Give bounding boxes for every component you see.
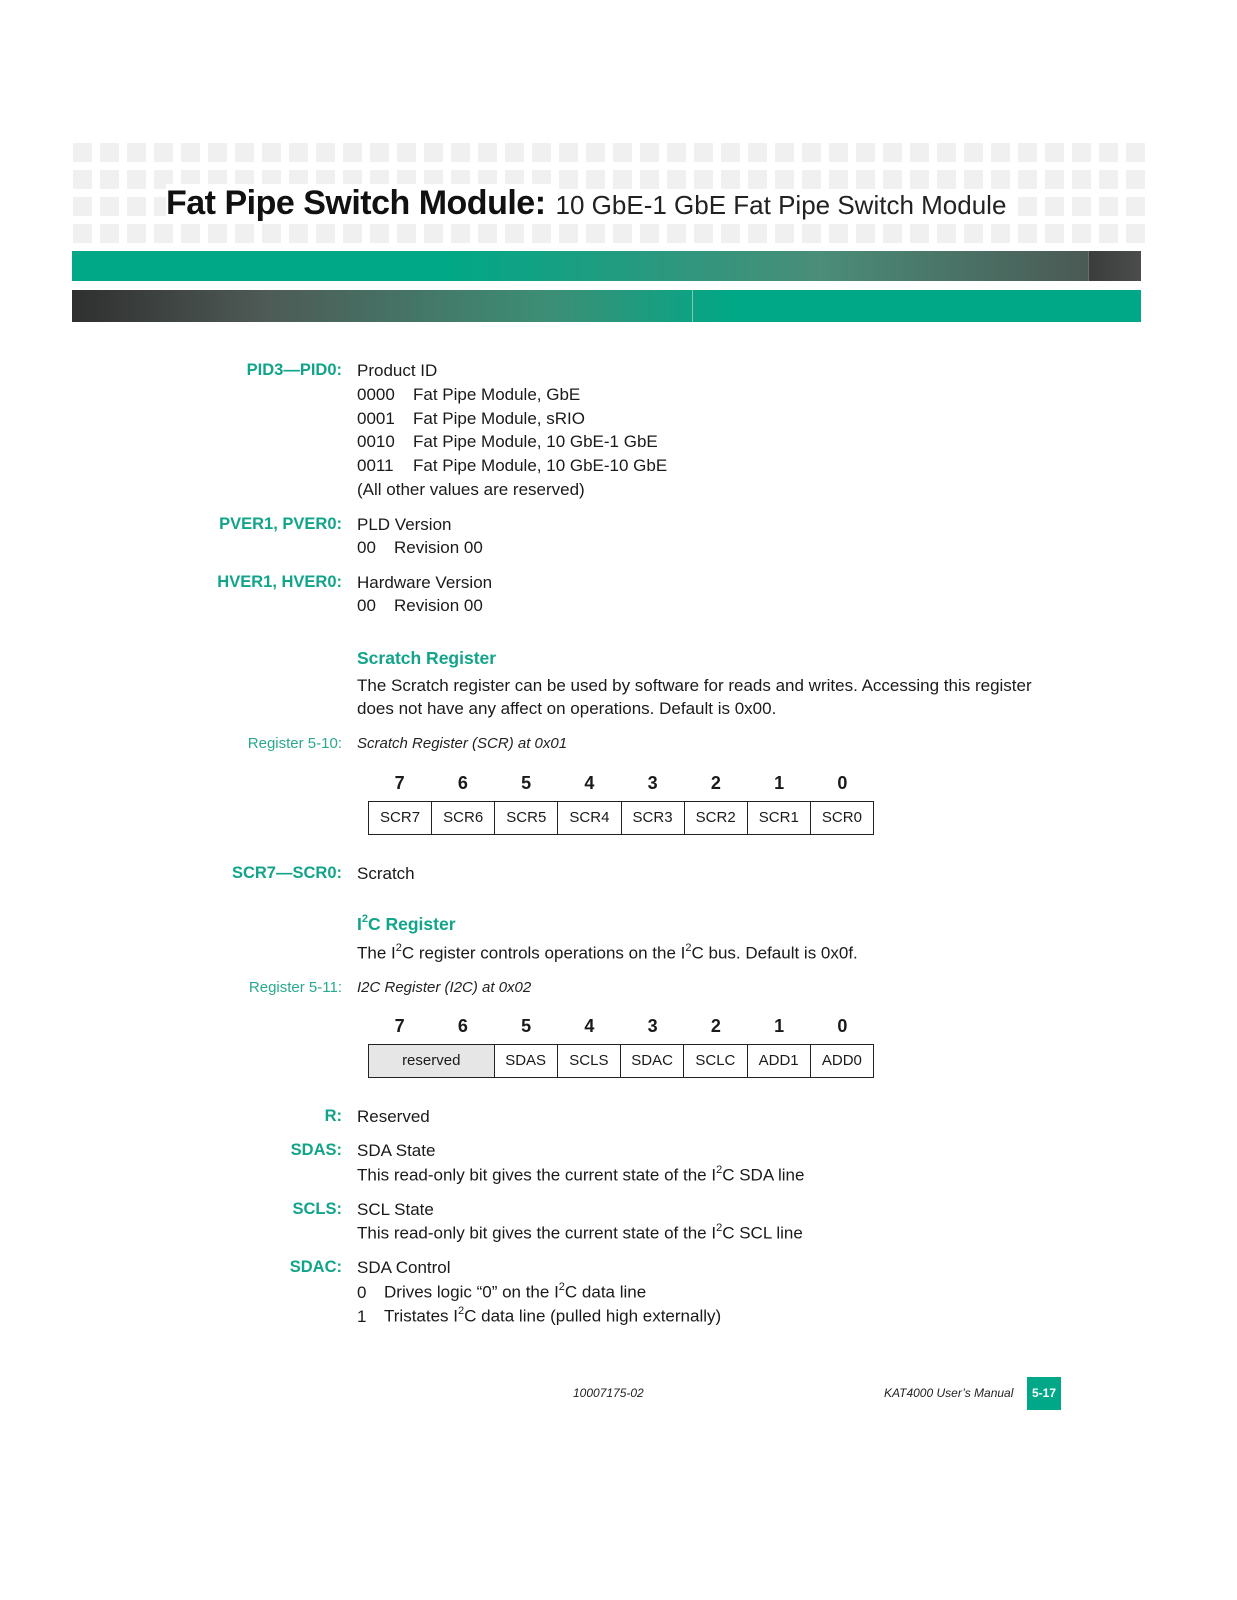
pver-row [357, 538, 483, 558]
i2c-register-table [368, 1044, 874, 1078]
footer-page-number: 5-17 [1027, 1377, 1061, 1410]
bit-number: 7 [394, 773, 405, 793]
bit-number: 4 [584, 773, 595, 793]
scratch-bit-numbers [368, 773, 874, 795]
text-run: Drives logic “0” on the I [384, 1282, 559, 1302]
register-cell-reserved: reserved [369, 1045, 495, 1077]
text-run: The I [357, 943, 396, 963]
pid-code: 0000 [357, 385, 395, 404]
field-label-scls: SCLS: [292, 1200, 342, 1218]
bit-number: 0 [837, 773, 848, 793]
field-label-scr: SCR7—SCR0: [231, 864, 342, 882]
field-title-pid: Product ID [357, 361, 438, 380]
field-label-sdas: SDAS: [290, 1141, 342, 1159]
text-run: This read-only bit gives the current state of the I [357, 1223, 717, 1243]
pid-row [357, 456, 667, 476]
field-desc-scls [357, 1223, 803, 1244]
field-label-hver: HVER1, HVER0: [217, 573, 342, 591]
register-cell: SCR5 [495, 802, 558, 834]
field-desc-r: Reserved [357, 1107, 430, 1126]
register-cell: ADD1 [748, 1045, 811, 1077]
register-cell: SDAC [621, 1045, 684, 1077]
bit-number: 5 [521, 773, 532, 793]
register-label-5-10: Register 5-10: [247, 735, 342, 752]
register-caption-5-10: Scratch Register (SCR) at 0x01 [357, 735, 568, 752]
scratch-paragraph-line2: does not have any affect on operations. Default is 0x00. [357, 699, 777, 718]
header-bar-divider [692, 290, 693, 322]
field-title-sdac: SDA Control [357, 1258, 451, 1277]
bit-number: 6 [457, 773, 468, 793]
bit-number: 1 [774, 1016, 785, 1036]
bit-number: 2 [710, 1016, 721, 1036]
scratch-register-table [368, 801, 874, 835]
register-cell: SCR2 [685, 802, 748, 834]
pid-row [357, 432, 658, 452]
page-title-sub: 10 GbE-1 GbE Fat Pipe Switch Module [552, 190, 1011, 220]
bit-number: 6 [457, 1016, 468, 1036]
page-title [166, 184, 1010, 223]
bit-number: 2 [710, 773, 721, 793]
register-cell: SCR4 [558, 802, 621, 834]
header-bar-end-segment [1088, 251, 1141, 281]
header-bar-lower [72, 290, 1141, 322]
pid-code: 0011 [357, 456, 394, 475]
text-run: This read-only bit gives the current state of the I [357, 1165, 717, 1185]
i2c-bit-numbers [368, 1016, 874, 1038]
field-title-sdas: SDA State [357, 1141, 436, 1160]
superscript: 2 [716, 1222, 723, 1234]
pid-desc: Fat Pipe Module, 10 GbE-1 GbE [413, 432, 658, 451]
text-run: C data line [564, 1282, 647, 1302]
bit-number: 3 [647, 773, 658, 793]
page-title-main: Fat Pipe Switch Module: [166, 184, 552, 222]
field-label-sdac: SDAC: [289, 1258, 342, 1276]
field-label-pver: PVER1, PVER0: [219, 515, 342, 533]
footer-manual-title: KAT4000 User’s Manual [884, 1386, 1014, 1400]
register-cell: SCR1 [748, 802, 811, 834]
field-title-pver: PLD Version [357, 515, 452, 534]
text-run: Tristates I [384, 1306, 458, 1326]
text-run: C register controls operations on the I [401, 943, 686, 963]
pid-note: (All other values are reserved) [357, 480, 585, 499]
pver-desc: Revision 00 [394, 538, 483, 557]
superscript: 2 [716, 1164, 723, 1176]
register-cell: SCR0 [821, 809, 862, 826]
pid-row [357, 409, 585, 429]
sdac-code: 1 [357, 1306, 367, 1326]
superscript: 2 [458, 1305, 465, 1317]
hver-desc: Revision 00 [394, 596, 483, 615]
field-desc-sdas [357, 1165, 804, 1186]
register-cell: SCLC [684, 1045, 747, 1077]
pver-code: 00 [357, 538, 376, 557]
register-cell: SCR6 [432, 802, 495, 834]
bit-number: 1 [774, 773, 785, 793]
footer-doc-number: 10007175-02 [573, 1386, 644, 1400]
superscript: 2 [558, 1281, 565, 1293]
pid-desc: Fat Pipe Module, sRIO [413, 409, 585, 428]
pid-code: 0010 [357, 432, 395, 451]
field-title-hver: Hardware Version [357, 573, 493, 592]
header-bar-upper [72, 251, 1141, 281]
sdac-row [357, 1282, 646, 1303]
register-cell: SCLS [558, 1045, 621, 1077]
register-cell: ADD0 [821, 1052, 862, 1069]
superscript: 2 [395, 942, 402, 954]
i2c-paragraph [357, 943, 858, 964]
sdac-code: 0 [357, 1282, 367, 1302]
pid-code: 0001 [357, 409, 395, 428]
field-label-pid: PID3—PID0: [246, 361, 342, 379]
register-cell: SDAS [495, 1045, 558, 1077]
text-run: C data line (pulled high externally) [464, 1306, 722, 1326]
hver-code: 00 [357, 596, 376, 615]
register-cell: SCR3 [622, 802, 685, 834]
text-run: C SDA line [722, 1165, 805, 1185]
bit-number: 7 [394, 1016, 405, 1036]
sdac-row [357, 1306, 721, 1327]
field-desc-scr: Scratch [357, 864, 415, 883]
heading-text: C Register [368, 914, 456, 934]
superscript: 2 [361, 913, 368, 926]
register-cell: SCR7 [369, 802, 432, 834]
text-run: C bus. Default is 0x0f. [691, 943, 858, 963]
section-heading-i2c [357, 914, 456, 935]
register-caption-5-11: I2C Register (I2C) at 0x02 [357, 979, 532, 996]
heading-text: I [357, 914, 362, 934]
pid-desc: Fat Pipe Module, GbE [413, 385, 581, 404]
bit-number: 5 [521, 1016, 532, 1036]
pid-desc: Fat Pipe Module, 10 GbE-10 GbE [413, 456, 668, 475]
section-heading-scratch: Scratch Register [357, 648, 497, 668]
register-label-5-11: Register 5-11: [248, 979, 342, 996]
field-label-r: R: [324, 1107, 342, 1125]
bit-number: 3 [647, 1016, 658, 1036]
field-title-scls: SCL State [357, 1200, 434, 1219]
hver-row [357, 596, 483, 616]
bit-number: 4 [584, 1016, 595, 1036]
superscript: 2 [685, 942, 692, 954]
bit-number: 0 [837, 1016, 848, 1036]
text-run: C SCL line [722, 1223, 803, 1243]
scratch-paragraph-line1: The Scratch register can be used by software for reads and writes. Accessing this register [357, 676, 1032, 695]
pid-row [357, 385, 580, 405]
